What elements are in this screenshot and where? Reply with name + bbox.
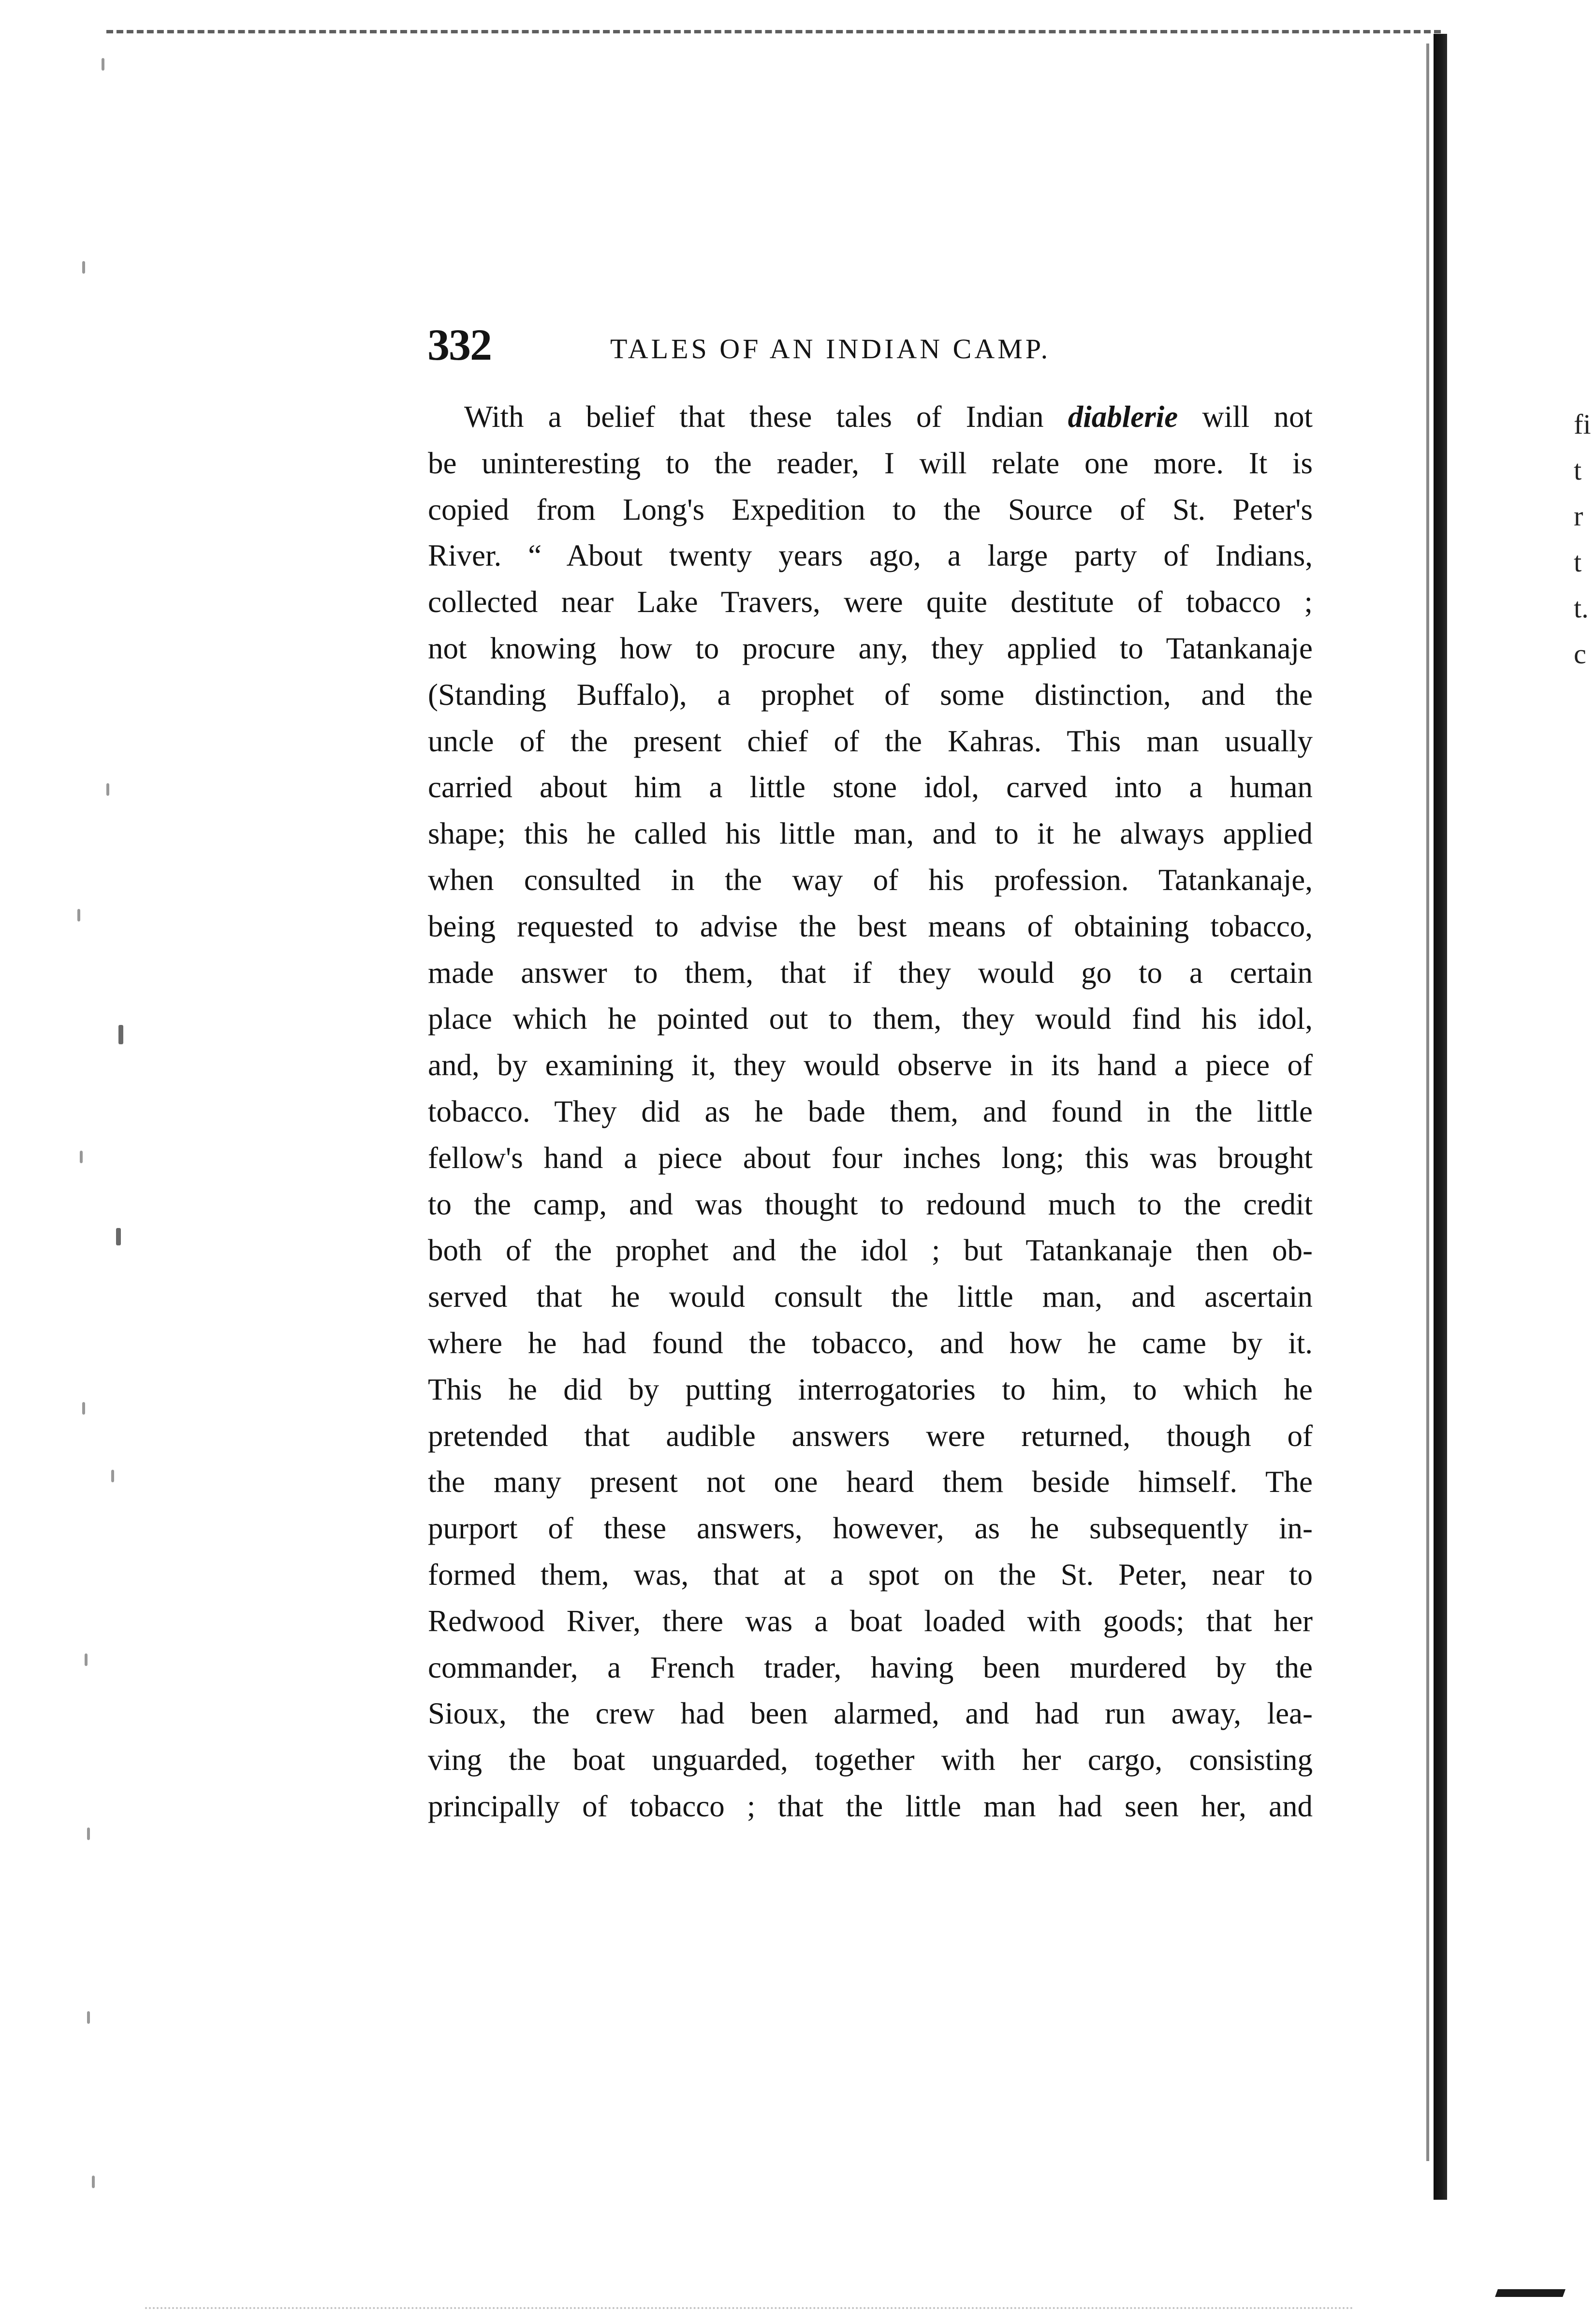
- text-line: tobacco. They did as he bade them, and found in the little: [428, 1094, 1313, 1128]
- scan-bottom-mark: [1495, 2289, 1566, 2297]
- text-line: (Standing Buffalo), a prophet of some distinction, and the: [428, 677, 1313, 712]
- text-line: purport of these answers, however, as he subsequently in-: [428, 1511, 1313, 1546]
- text-line: carried about him a little stone idol, carved into a human: [428, 770, 1313, 804]
- text-line: collected near Lake Travers, were quite destitute of tobacco ;: [428, 585, 1313, 619]
- text-line: both of the prophet and the idol ; but Tatankanaje then ob-: [428, 1233, 1313, 1268]
- text-line: Redwood River, there was a boat loaded with goods; that her: [428, 1604, 1313, 1638]
- text-line: be uninteresting to the reader, I will relate one more. It is: [428, 446, 1313, 480]
- text-line: ving the boat unguarded, together with her cargo, consisting: [428, 1743, 1313, 1777]
- bleed-letter: c: [1574, 638, 1586, 670]
- scan-gutter-shadow: [1434, 34, 1447, 2200]
- text-line: where he had found the tobacco, and how he came by it.: [428, 1326, 1313, 1360]
- bleed-letter: fi: [1574, 409, 1591, 440]
- text-line: River. “ About twenty years ago, a large party of Indians,: [428, 539, 1313, 573]
- text-line: being requested to advise the best means of obtaining tobacco,: [428, 909, 1313, 943]
- text-line: place which he pointed out to them, they would find his idol,: [428, 1002, 1313, 1036]
- text-line: pretended that audible answers were returned, though of: [428, 1418, 1313, 1453]
- bleed-letter: r: [1574, 500, 1583, 532]
- text-line: and, by examining it, they would observe in its hand a piece of: [428, 1048, 1313, 1082]
- bleed-letter: t.: [1574, 592, 1589, 624]
- text-line: Sioux, the crew had been alarmed, and had run away, lea-: [428, 1696, 1313, 1731]
- italic-term: diablerie: [1068, 400, 1178, 434]
- text-line: formed them, was, that at a spot on the St. Peter, near to: [428, 1557, 1313, 1592]
- text-line: This he did by putting interrogatories to him, to which he: [428, 1372, 1313, 1406]
- text-line: the many present not one heard them beside himself. The: [428, 1465, 1313, 1499]
- text-line: when consulted in the way of his profession. Tatankanaje,: [428, 862, 1313, 897]
- text-line: With a belief that these tales of Indian diablerie will not: [464, 400, 1313, 434]
- text-line: fellow's hand a piece about four inches long; this was brought: [428, 1140, 1313, 1175]
- text-line: uncle of the present chief of the Kahras. This man usually: [428, 724, 1313, 758]
- scan-left-specks: [73, 58, 135, 2282]
- scan-gutter-line: [1426, 44, 1429, 2161]
- text-line: to the camp, and was thought to redound much to the credit: [428, 1187, 1313, 1221]
- text-line: served that he would consult the little man, and ascertain: [428, 1280, 1313, 1314]
- page-number: 332: [427, 320, 491, 369]
- facing-page-bleed: [1574, 401, 1596, 677]
- text-line: commander, a French trader, having been murdered by the: [428, 1650, 1313, 1684]
- text-line: not knowing how to procure any, they applied to Tatankanaje: [428, 631, 1313, 665]
- text-line: made answer to them, that if they would go to a certain: [428, 955, 1313, 990]
- text-line: copied from Long's Expedition to the Source of St. Peter's: [428, 492, 1313, 526]
- bleed-letter: t: [1574, 454, 1582, 486]
- running-head: TALES OF AN INDIAN CAMP.: [610, 333, 1051, 365]
- body-text: [428, 394, 1313, 1830]
- text-line: shape; this he called his little man, and to it he always applied: [428, 817, 1313, 851]
- text-line: principally of tobacco ; that the little man had seen her, and: [428, 1789, 1313, 1823]
- bleed-letter: t: [1574, 546, 1582, 578]
- scan-top-edge: [106, 30, 1441, 33]
- scan-bottom-edge: [145, 2307, 1354, 2309]
